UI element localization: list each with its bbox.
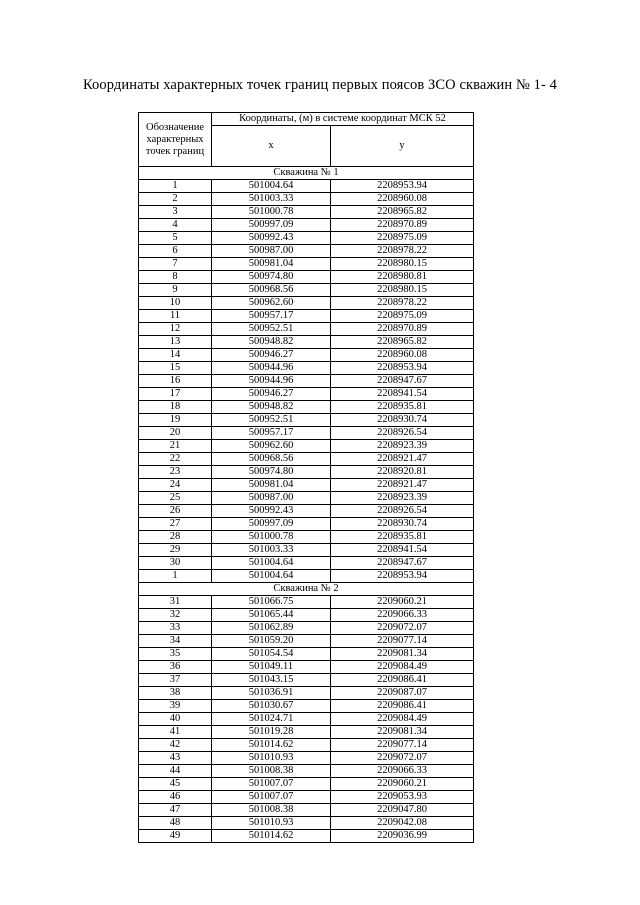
x-cell: 500946.27 [212, 349, 331, 362]
y-cell: 2208953.94 [331, 180, 474, 193]
table-row [139, 219, 474, 232]
x-cell: 501036.91 [212, 687, 331, 700]
point-cell: 22 [139, 453, 212, 466]
point-cell: 28 [139, 531, 212, 544]
x-cell: 501062.89 [212, 622, 331, 635]
y-cell: 2208947.67 [331, 375, 474, 388]
y-cell: 2208930.74 [331, 414, 474, 427]
point-cell: 41 [139, 726, 212, 739]
table-row [139, 505, 474, 518]
table-row [139, 635, 474, 648]
point-cell: 5 [139, 232, 212, 245]
y-cell: 2208975.09 [331, 310, 474, 323]
y-cell: 2208970.89 [331, 219, 474, 232]
table-row [139, 375, 474, 388]
y-cell: 2209060.21 [331, 596, 474, 609]
y-cell: 2209081.34 [331, 648, 474, 661]
y-cell: 2208980.15 [331, 258, 474, 271]
y-cell: 2208921.47 [331, 453, 474, 466]
table-row [139, 206, 474, 219]
y-cell: 2208920.81 [331, 466, 474, 479]
point-cell: 45 [139, 778, 212, 791]
table-row [139, 492, 474, 505]
x-cell: 501004.64 [212, 570, 331, 583]
y-cell: 2209086.41 [331, 674, 474, 687]
point-cell: 21 [139, 440, 212, 453]
point-cell: 48 [139, 817, 212, 830]
section-row [139, 167, 474, 180]
table-row [139, 544, 474, 557]
point-cell: 40 [139, 713, 212, 726]
x-cell: 500987.00 [212, 492, 331, 505]
table-row [139, 466, 474, 479]
table-row [139, 778, 474, 791]
y-cell: 2209066.33 [331, 765, 474, 778]
table-body [139, 167, 474, 843]
y-cell: 2209077.14 [331, 635, 474, 648]
y-cell: 2209077.14 [331, 739, 474, 752]
point-cell: 29 [139, 544, 212, 557]
point-cell: 38 [139, 687, 212, 700]
x-cell: 501043.15 [212, 674, 331, 687]
table-row [139, 557, 474, 570]
x-cell: 500944.96 [212, 362, 331, 375]
x-cell: 501008.38 [212, 765, 331, 778]
y-cell: 2208960.08 [331, 349, 474, 362]
x-cell: 500952.51 [212, 323, 331, 336]
section-row [139, 583, 474, 596]
x-cell: 501000.78 [212, 206, 331, 219]
y-cell: 2208953.94 [331, 570, 474, 583]
y-cell: 2209072.07 [331, 752, 474, 765]
point-cell: 47 [139, 804, 212, 817]
point-cell: 35 [139, 648, 212, 661]
section-title: Скважина № 1 [139, 167, 474, 180]
coordinates-table [138, 112, 474, 843]
y-cell: 2209084.49 [331, 713, 474, 726]
table-row [139, 622, 474, 635]
y-cell: 2209072.07 [331, 622, 474, 635]
x-cell: 501054.54 [212, 648, 331, 661]
y-cell: 2208921.47 [331, 479, 474, 492]
point-cell: 49 [139, 830, 212, 843]
table-row [139, 674, 474, 687]
page-title: Координаты характерных точек границ первых поясов ЗСО скважин № 1- 4 [82, 77, 557, 93]
point-cell: 17 [139, 388, 212, 401]
point-cell: 15 [139, 362, 212, 375]
y-cell: 2208926.54 [331, 427, 474, 440]
section-title: Скважина № 2 [139, 583, 474, 596]
table-row [139, 440, 474, 453]
y-cell: 2209047.80 [331, 804, 474, 817]
x-cell: 500997.09 [212, 518, 331, 531]
table-row [139, 310, 474, 323]
table-row [139, 479, 474, 492]
y-cell: 2208930.74 [331, 518, 474, 531]
x-cell: 501007.07 [212, 778, 331, 791]
table-row [139, 349, 474, 362]
x-cell: 501007.07 [212, 791, 331, 804]
point-cell: 37 [139, 674, 212, 687]
y-cell: 2208941.54 [331, 388, 474, 401]
point-cell: 9 [139, 284, 212, 297]
point-cell: 46 [139, 791, 212, 804]
table-row [139, 531, 474, 544]
x-cell: 501014.62 [212, 830, 331, 843]
table-row [139, 817, 474, 830]
x-cell: 500952.51 [212, 414, 331, 427]
point-cell: 7 [139, 258, 212, 271]
x-cell: 501010.93 [212, 817, 331, 830]
table-row [139, 271, 474, 284]
col-point-header: Обозначение характерных точек границ [139, 113, 212, 167]
x-cell: 501024.71 [212, 713, 331, 726]
x-cell: 500948.82 [212, 401, 331, 414]
y-cell: 2208965.82 [331, 206, 474, 219]
table-row [139, 596, 474, 609]
x-cell: 501014.62 [212, 739, 331, 752]
y-cell: 2209087.07 [331, 687, 474, 700]
x-cell: 500968.56 [212, 284, 331, 297]
x-cell: 501066.75 [212, 596, 331, 609]
table-row [139, 765, 474, 778]
point-cell: 30 [139, 557, 212, 570]
point-cell: 20 [139, 427, 212, 440]
y-cell: 2208978.22 [331, 245, 474, 258]
table-row [139, 232, 474, 245]
table-row [139, 700, 474, 713]
x-cell: 501004.64 [212, 557, 331, 570]
y-cell: 2209084.49 [331, 661, 474, 674]
table-row [139, 570, 474, 583]
point-cell: 26 [139, 505, 212, 518]
point-cell: 3 [139, 206, 212, 219]
y-cell: 2209086.41 [331, 700, 474, 713]
point-cell: 43 [139, 752, 212, 765]
table-row [139, 414, 474, 427]
x-cell: 501010.93 [212, 752, 331, 765]
point-cell: 24 [139, 479, 212, 492]
x-cell: 500957.17 [212, 427, 331, 440]
y-cell: 2208975.09 [331, 232, 474, 245]
table-row [139, 609, 474, 622]
x-cell: 501008.38 [212, 804, 331, 817]
y-cell: 2209036.99 [331, 830, 474, 843]
x-cell: 500981.04 [212, 258, 331, 271]
table-row [139, 297, 474, 310]
point-cell: 13 [139, 336, 212, 349]
point-cell: 44 [139, 765, 212, 778]
x-cell: 500957.17 [212, 310, 331, 323]
col-x-header: х [212, 126, 331, 167]
point-cell: 11 [139, 310, 212, 323]
point-cell: 34 [139, 635, 212, 648]
y-cell: 2209081.34 [331, 726, 474, 739]
point-cell: 36 [139, 661, 212, 674]
table-row [139, 739, 474, 752]
y-cell: 2208923.39 [331, 492, 474, 505]
x-cell: 501049.11 [212, 661, 331, 674]
x-cell: 500968.56 [212, 453, 331, 466]
point-cell: 12 [139, 323, 212, 336]
table-row [139, 245, 474, 258]
point-cell: 10 [139, 297, 212, 310]
point-cell: 39 [139, 700, 212, 713]
point-cell: 33 [139, 622, 212, 635]
x-cell: 501004.64 [212, 180, 331, 193]
y-cell: 2208923.39 [331, 440, 474, 453]
x-cell: 500992.43 [212, 505, 331, 518]
point-cell: 16 [139, 375, 212, 388]
x-cell: 500944.96 [212, 375, 331, 388]
y-cell: 2208935.81 [331, 401, 474, 414]
table-row [139, 323, 474, 336]
table-row [139, 336, 474, 349]
y-cell: 2208960.08 [331, 193, 474, 206]
x-cell: 501030.67 [212, 700, 331, 713]
table-row [139, 804, 474, 817]
point-cell: 31 [139, 596, 212, 609]
y-cell: 2208970.89 [331, 323, 474, 336]
table-row [139, 726, 474, 739]
y-cell: 2209060.21 [331, 778, 474, 791]
x-cell: 501019.28 [212, 726, 331, 739]
table-row [139, 687, 474, 700]
x-cell: 501000.78 [212, 531, 331, 544]
point-cell: 1 [139, 570, 212, 583]
x-cell: 500987.00 [212, 245, 331, 258]
y-cell: 2209042.08 [331, 817, 474, 830]
x-cell: 500997.09 [212, 219, 331, 232]
table-row [139, 180, 474, 193]
table-row [139, 648, 474, 661]
y-cell: 2208978.22 [331, 297, 474, 310]
table-row [139, 453, 474, 466]
point-cell: 2 [139, 193, 212, 206]
table-row [139, 427, 474, 440]
y-cell: 2208965.82 [331, 336, 474, 349]
y-cell: 2208926.54 [331, 505, 474, 518]
point-cell: 19 [139, 414, 212, 427]
x-cell: 500974.80 [212, 271, 331, 284]
table-row [139, 388, 474, 401]
point-cell: 42 [139, 739, 212, 752]
table-row [139, 518, 474, 531]
col-coordinates-header: Координаты, (м) в системе координат МСК 52 [212, 113, 474, 126]
x-cell: 500962.60 [212, 297, 331, 310]
table-row [139, 752, 474, 765]
table-row [139, 284, 474, 297]
table-row [139, 401, 474, 414]
point-cell: 18 [139, 401, 212, 414]
table-row [139, 791, 474, 804]
table-row [139, 830, 474, 843]
x-cell: 500981.04 [212, 479, 331, 492]
point-cell: 23 [139, 466, 212, 479]
table-row [139, 713, 474, 726]
x-cell: 501065.44 [212, 609, 331, 622]
x-cell: 501059.20 [212, 635, 331, 648]
y-cell: 2209066.33 [331, 609, 474, 622]
y-cell: 2208935.81 [331, 531, 474, 544]
x-cell: 500974.80 [212, 466, 331, 479]
point-cell: 8 [139, 271, 212, 284]
y-cell: 2208941.54 [331, 544, 474, 557]
table-row [139, 661, 474, 674]
x-cell: 501003.33 [212, 193, 331, 206]
y-cell: 2208947.67 [331, 557, 474, 570]
x-cell: 500962.60 [212, 440, 331, 453]
y-cell: 2209053.93 [331, 791, 474, 804]
table-row [139, 193, 474, 206]
y-cell: 2208953.94 [331, 362, 474, 375]
point-cell: 32 [139, 609, 212, 622]
x-cell: 500992.43 [212, 232, 331, 245]
table-row [139, 362, 474, 375]
x-cell: 501003.33 [212, 544, 331, 557]
y-cell: 2208980.15 [331, 284, 474, 297]
point-cell: 6 [139, 245, 212, 258]
x-cell: 500946.27 [212, 388, 331, 401]
point-cell: 25 [139, 492, 212, 505]
point-cell: 14 [139, 349, 212, 362]
point-cell: 4 [139, 219, 212, 232]
col-y-header: у [331, 126, 474, 167]
point-cell: 1 [139, 180, 212, 193]
x-cell: 500948.82 [212, 336, 331, 349]
y-cell: 2208980.81 [331, 271, 474, 284]
point-cell: 27 [139, 518, 212, 531]
table-row [139, 258, 474, 271]
